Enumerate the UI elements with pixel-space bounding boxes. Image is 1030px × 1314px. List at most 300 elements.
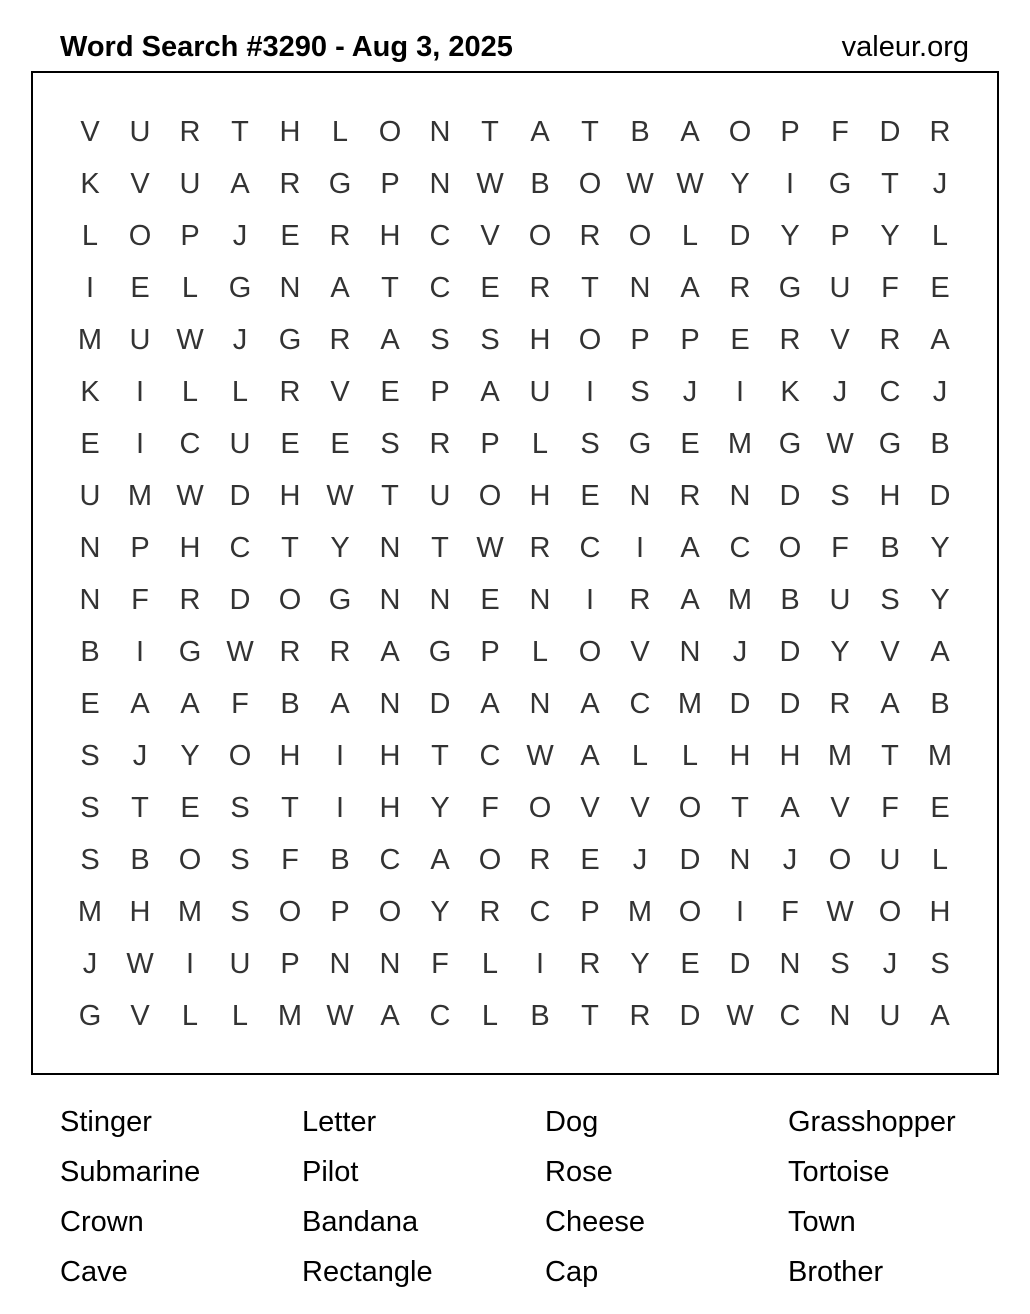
grid-cell[interactable]: H: [379, 739, 401, 772]
grid-cell[interactable]: S: [80, 843, 100, 876]
grid-cell[interactable]: R: [529, 271, 551, 304]
grid-cell[interactable]: T: [581, 115, 599, 148]
grid-cell[interactable]: W: [326, 479, 354, 512]
grid-cell[interactable]: F: [831, 115, 849, 148]
grid-cell[interactable]: T: [131, 791, 149, 824]
grid-cell[interactable]: S: [480, 323, 500, 356]
grid-cell[interactable]: C: [479, 739, 501, 772]
grid-cell[interactable]: I: [635, 531, 645, 564]
grid-cell[interactable]: N: [379, 583, 401, 616]
grid-cell[interactable]: R: [929, 115, 951, 148]
grid-cell[interactable]: A: [930, 999, 950, 1032]
grid-cell[interactable]: P: [330, 895, 350, 928]
grid-cell[interactable]: S: [230, 895, 250, 928]
grid-cell[interactable]: W: [676, 167, 704, 200]
grid-cell[interactable]: O: [178, 843, 202, 876]
grid-cell[interactable]: B: [780, 583, 800, 616]
grid-cell[interactable]: N: [629, 271, 651, 304]
grid-cell[interactable]: O: [578, 167, 602, 200]
grid-cell[interactable]: M: [727, 427, 753, 460]
grid-cell[interactable]: H: [379, 791, 401, 824]
grid-cell[interactable]: S: [230, 791, 250, 824]
grid-cell[interactable]: N: [429, 583, 451, 616]
grid-cell[interactable]: A: [430, 843, 450, 876]
grid-cell[interactable]: E: [480, 271, 500, 304]
grid-cell[interactable]: T: [431, 739, 449, 772]
grid-cell[interactable]: O: [578, 635, 602, 668]
grid-cell[interactable]: E: [480, 583, 500, 616]
grid-cell[interactable]: B: [130, 843, 150, 876]
grid-cell[interactable]: F: [231, 687, 249, 720]
grid-cell[interactable]: R: [779, 323, 801, 356]
grid-cell[interactable]: A: [480, 375, 500, 408]
grid-cell[interactable]: P: [830, 219, 850, 252]
grid-cell[interactable]: C: [579, 531, 601, 564]
grid-cell[interactable]: B: [930, 427, 950, 460]
grid-cell[interactable]: O: [528, 791, 552, 824]
grid-cell[interactable]: M: [827, 739, 853, 772]
grid-cell[interactable]: D: [779, 479, 801, 512]
grid-cell[interactable]: C: [429, 271, 451, 304]
grid-cell[interactable]: R: [679, 479, 701, 512]
grid-cell[interactable]: R: [279, 635, 301, 668]
grid-cell[interactable]: N: [629, 479, 651, 512]
grid-cell[interactable]: F: [831, 531, 849, 564]
grid-cell[interactable]: T: [381, 271, 399, 304]
grid-cell[interactable]: G: [328, 167, 352, 200]
grid-cell[interactable]: P: [630, 323, 650, 356]
grid-cell[interactable]: O: [628, 219, 652, 252]
grid-cell[interactable]: T: [581, 271, 599, 304]
grid-cell[interactable]: G: [428, 635, 452, 668]
grid-cell[interactable]: L: [481, 947, 499, 980]
grid-cell[interactable]: G: [878, 427, 902, 460]
grid-cell[interactable]: U: [829, 583, 851, 616]
grid-cell[interactable]: O: [828, 843, 852, 876]
grid-cell[interactable]: F: [281, 843, 299, 876]
grid-cell[interactable]: C: [179, 427, 201, 460]
grid-cell[interactable]: G: [778, 427, 802, 460]
grid-cell[interactable]: V: [630, 635, 650, 668]
grid-cell[interactable]: M: [927, 739, 953, 772]
grid-cell[interactable]: A: [230, 167, 250, 200]
grid-cell[interactable]: R: [279, 375, 301, 408]
grid-cell[interactable]: D: [229, 479, 251, 512]
grid-cell[interactable]: J: [882, 947, 898, 980]
grid-cell[interactable]: A: [380, 999, 400, 1032]
grid-cell[interactable]: B: [880, 531, 900, 564]
grid-cell[interactable]: I: [585, 583, 595, 616]
grid-cell[interactable]: U: [129, 115, 151, 148]
grid-cell[interactable]: L: [481, 999, 499, 1032]
grid-cell[interactable]: W: [226, 635, 254, 668]
grid-cell[interactable]: P: [480, 635, 500, 668]
grid-cell[interactable]: H: [529, 479, 551, 512]
grid-cell[interactable]: W: [826, 895, 854, 928]
grid-cell[interactable]: M: [727, 583, 753, 616]
grid-cell[interactable]: E: [730, 323, 750, 356]
grid-cell[interactable]: L: [531, 635, 549, 668]
grid-cell[interactable]: J: [232, 219, 248, 252]
grid-cell[interactable]: R: [329, 219, 351, 252]
grid-cell[interactable]: P: [380, 167, 400, 200]
grid-cell[interactable]: E: [80, 687, 100, 720]
grid-cell[interactable]: W: [476, 531, 504, 564]
grid-cell[interactable]: A: [380, 323, 400, 356]
grid-cell[interactable]: N: [79, 583, 101, 616]
grid-cell[interactable]: M: [77, 323, 103, 356]
grid-cell[interactable]: O: [578, 323, 602, 356]
grid-cell[interactable]: M: [77, 895, 103, 928]
grid-cell[interactable]: T: [881, 167, 899, 200]
grid-cell[interactable]: C: [429, 219, 451, 252]
grid-cell[interactable]: A: [330, 687, 350, 720]
grid-cell[interactable]: M: [277, 999, 303, 1032]
grid-cell[interactable]: R: [579, 219, 601, 252]
grid-cell[interactable]: P: [180, 219, 200, 252]
grid-cell[interactable]: A: [680, 271, 700, 304]
grid-cell[interactable]: Y: [630, 947, 650, 980]
grid-cell[interactable]: R: [279, 167, 301, 200]
grid-cell[interactable]: U: [229, 427, 251, 460]
grid-cell[interactable]: C: [629, 687, 651, 720]
grid-cell[interactable]: W: [126, 947, 154, 980]
grid-cell[interactable]: F: [781, 895, 799, 928]
grid-cell[interactable]: G: [328, 583, 352, 616]
grid-cell[interactable]: I: [135, 635, 145, 668]
grid-cell[interactable]: L: [81, 219, 99, 252]
grid-cell[interactable]: F: [481, 791, 499, 824]
grid-cell[interactable]: C: [379, 843, 401, 876]
grid-cell[interactable]: Y: [830, 635, 850, 668]
grid-cell[interactable]: B: [530, 999, 550, 1032]
grid-cell[interactable]: V: [330, 375, 350, 408]
grid-cell[interactable]: J: [732, 635, 748, 668]
grid-cell[interactable]: V: [830, 791, 850, 824]
grid-cell[interactable]: S: [230, 843, 250, 876]
grid-cell[interactable]: O: [678, 791, 702, 824]
grid-cell[interactable]: P: [780, 115, 800, 148]
grid-cell[interactable]: E: [130, 271, 150, 304]
grid-cell[interactable]: J: [232, 323, 248, 356]
grid-cell[interactable]: C: [429, 999, 451, 1032]
grid-cell[interactable]: U: [179, 167, 201, 200]
grid-cell[interactable]: I: [735, 375, 745, 408]
grid-cell[interactable]: I: [185, 947, 195, 980]
grid-cell[interactable]: H: [879, 479, 901, 512]
grid-cell[interactable]: O: [278, 583, 302, 616]
grid-cell[interactable]: N: [379, 531, 401, 564]
grid-cell[interactable]: I: [335, 739, 345, 772]
grid-cell[interactable]: T: [431, 531, 449, 564]
grid-cell[interactable]: N: [79, 531, 101, 564]
grid-cell[interactable]: F: [881, 791, 899, 824]
grid-cell[interactable]: J: [82, 947, 98, 980]
grid-cell[interactable]: W: [176, 323, 204, 356]
grid-cell[interactable]: E: [580, 843, 600, 876]
grid-cell[interactable]: F: [131, 583, 149, 616]
grid-cell[interactable]: D: [729, 219, 751, 252]
grid-cell[interactable]: S: [630, 375, 650, 408]
grid-cell[interactable]: W: [826, 427, 854, 460]
grid-cell[interactable]: S: [430, 323, 450, 356]
grid-cell[interactable]: A: [580, 739, 600, 772]
grid-cell[interactable]: T: [381, 479, 399, 512]
grid-cell[interactable]: U: [879, 843, 901, 876]
grid-cell[interactable]: U: [129, 323, 151, 356]
grid-cell[interactable]: R: [729, 271, 751, 304]
grid-cell[interactable]: Y: [930, 583, 950, 616]
grid-cell[interactable]: L: [331, 115, 349, 148]
grid-cell[interactable]: U: [229, 947, 251, 980]
grid-cell[interactable]: J: [632, 843, 648, 876]
grid-cell[interactable]: N: [529, 583, 551, 616]
grid-cell[interactable]: B: [630, 115, 650, 148]
grid-cell[interactable]: L: [681, 739, 699, 772]
grid-cell[interactable]: R: [629, 999, 651, 1032]
grid-cell[interactable]: Y: [430, 895, 450, 928]
grid-cell[interactable]: T: [281, 531, 299, 564]
grid-cell[interactable]: R: [629, 583, 651, 616]
grid-cell[interactable]: R: [429, 427, 451, 460]
grid-cell[interactable]: H: [279, 115, 301, 148]
grid-cell[interactable]: S: [930, 947, 950, 980]
grid-cell[interactable]: O: [378, 115, 402, 148]
grid-cell[interactable]: H: [129, 895, 151, 928]
grid-cell[interactable]: A: [130, 687, 150, 720]
grid-cell[interactable]: E: [930, 791, 950, 824]
grid-cell[interactable]: B: [280, 687, 300, 720]
grid-cell[interactable]: I: [585, 375, 595, 408]
grid-cell[interactable]: Y: [430, 791, 450, 824]
grid-cell[interactable]: S: [830, 947, 850, 980]
grid-cell[interactable]: A: [380, 635, 400, 668]
grid-cell[interactable]: C: [229, 531, 251, 564]
grid-cell[interactable]: P: [580, 895, 600, 928]
grid-cell[interactable]: B: [330, 843, 350, 876]
grid-cell[interactable]: O: [678, 895, 702, 928]
grid-cell[interactable]: T: [281, 791, 299, 824]
grid-cell[interactable]: P: [430, 375, 450, 408]
grid-cell[interactable]: S: [80, 739, 100, 772]
grid-cell[interactable]: I: [735, 895, 745, 928]
grid-cell[interactable]: O: [728, 115, 752, 148]
grid-cell[interactable]: D: [729, 947, 751, 980]
grid-cell[interactable]: R: [179, 115, 201, 148]
grid-cell[interactable]: M: [127, 479, 153, 512]
grid-cell[interactable]: E: [280, 219, 300, 252]
grid-cell[interactable]: L: [231, 999, 249, 1032]
grid-cell[interactable]: J: [132, 739, 148, 772]
grid-cell[interactable]: G: [628, 427, 652, 460]
grid-cell[interactable]: D: [229, 583, 251, 616]
grid-cell[interactable]: A: [480, 687, 500, 720]
grid-cell[interactable]: A: [180, 687, 200, 720]
grid-cell[interactable]: F: [881, 271, 899, 304]
grid-cell[interactable]: L: [681, 219, 699, 252]
grid-cell[interactable]: W: [626, 167, 654, 200]
grid-cell[interactable]: E: [380, 375, 400, 408]
grid-cell[interactable]: N: [679, 635, 701, 668]
grid-cell[interactable]: Y: [180, 739, 200, 772]
grid-cell[interactable]: E: [280, 427, 300, 460]
grid-cell[interactable]: P: [280, 947, 300, 980]
grid-cell[interactable]: N: [529, 687, 551, 720]
grid-cell[interactable]: W: [726, 999, 754, 1032]
grid-cell[interactable]: N: [429, 115, 451, 148]
grid-cell[interactable]: N: [829, 999, 851, 1032]
grid-cell[interactable]: I: [135, 427, 145, 460]
grid-cell[interactable]: A: [880, 687, 900, 720]
grid-cell[interactable]: V: [630, 791, 650, 824]
grid-cell[interactable]: E: [80, 427, 100, 460]
grid-cell[interactable]: H: [279, 479, 301, 512]
grid-cell[interactable]: O: [228, 739, 252, 772]
grid-cell[interactable]: U: [79, 479, 101, 512]
grid-cell[interactable]: G: [828, 167, 852, 200]
grid-cell[interactable]: O: [778, 531, 802, 564]
grid-cell[interactable]: W: [326, 999, 354, 1032]
grid-cell[interactable]: S: [880, 583, 900, 616]
grid-cell[interactable]: W: [476, 167, 504, 200]
grid-cell[interactable]: Y: [780, 219, 800, 252]
grid-cell[interactable]: D: [679, 843, 701, 876]
grid-cell[interactable]: E: [180, 791, 200, 824]
grid-cell[interactable]: J: [682, 375, 698, 408]
grid-cell[interactable]: S: [830, 479, 850, 512]
grid-cell[interactable]: O: [528, 219, 552, 252]
grid-cell[interactable]: N: [279, 271, 301, 304]
grid-cell[interactable]: S: [580, 427, 600, 460]
grid-cell[interactable]: C: [729, 531, 751, 564]
grid-cell[interactable]: A: [780, 791, 800, 824]
grid-cell[interactable]: V: [830, 323, 850, 356]
grid-cell[interactable]: G: [278, 323, 302, 356]
grid-cell[interactable]: J: [832, 375, 848, 408]
grid-cell[interactable]: O: [278, 895, 302, 928]
grid-cell[interactable]: V: [580, 791, 600, 824]
grid-cell[interactable]: N: [729, 479, 751, 512]
grid-cell[interactable]: T: [481, 115, 499, 148]
grid-cell[interactable]: W: [176, 479, 204, 512]
grid-cell[interactable]: N: [729, 843, 751, 876]
grid-cell[interactable]: L: [181, 271, 199, 304]
grid-cell[interactable]: V: [80, 115, 100, 148]
grid-cell[interactable]: M: [177, 895, 203, 928]
grid-cell[interactable]: J: [782, 843, 798, 876]
grid-cell[interactable]: D: [429, 687, 451, 720]
grid-cell[interactable]: P: [130, 531, 150, 564]
grid-cell[interactable]: I: [785, 167, 795, 200]
grid-cell[interactable]: R: [829, 687, 851, 720]
grid-cell[interactable]: H: [779, 739, 801, 772]
grid-cell[interactable]: Y: [330, 531, 350, 564]
grid-cell[interactable]: U: [879, 999, 901, 1032]
grid-cell[interactable]: P: [680, 323, 700, 356]
grid-cell[interactable]: N: [429, 167, 451, 200]
grid-cell[interactable]: N: [329, 947, 351, 980]
grid-cell[interactable]: R: [579, 947, 601, 980]
grid-cell[interactable]: I: [85, 271, 95, 304]
grid-cell[interactable]: D: [679, 999, 701, 1032]
grid-cell[interactable]: E: [330, 427, 350, 460]
grid-cell[interactable]: G: [178, 635, 202, 668]
grid-cell[interactable]: L: [181, 375, 199, 408]
grid-cell[interactable]: E: [680, 427, 700, 460]
grid-cell[interactable]: R: [329, 635, 351, 668]
grid-cell[interactable]: I: [335, 791, 345, 824]
grid-cell[interactable]: B: [530, 167, 550, 200]
grid-cell[interactable]: H: [379, 219, 401, 252]
grid-cell[interactable]: T: [581, 999, 599, 1032]
grid-cell[interactable]: E: [930, 271, 950, 304]
grid-cell[interactable]: O: [378, 895, 402, 928]
grid-cell[interactable]: L: [931, 843, 949, 876]
grid-cell[interactable]: A: [580, 687, 600, 720]
grid-cell[interactable]: N: [379, 947, 401, 980]
grid-cell[interactable]: I: [535, 947, 545, 980]
grid-cell[interactable]: L: [931, 219, 949, 252]
grid-cell[interactable]: T: [731, 791, 749, 824]
grid-cell[interactable]: J: [932, 167, 948, 200]
grid-cell[interactable]: H: [529, 323, 551, 356]
grid-cell[interactable]: L: [231, 375, 249, 408]
grid-cell[interactable]: A: [680, 583, 700, 616]
grid-cell[interactable]: N: [379, 687, 401, 720]
grid-cell[interactable]: R: [879, 323, 901, 356]
grid-cell[interactable]: R: [529, 843, 551, 876]
grid-cell[interactable]: W: [526, 739, 554, 772]
grid-cell[interactable]: A: [930, 635, 950, 668]
grid-cell[interactable]: F: [431, 947, 449, 980]
grid-cell[interactable]: A: [680, 115, 700, 148]
grid-cell[interactable]: K: [780, 375, 800, 408]
grid-cell[interactable]: O: [878, 895, 902, 928]
grid-cell[interactable]: R: [329, 323, 351, 356]
grid-cell[interactable]: T: [881, 739, 899, 772]
grid-cell[interactable]: A: [530, 115, 550, 148]
grid-cell[interactable]: O: [478, 843, 502, 876]
grid-cell[interactable]: U: [429, 479, 451, 512]
grid-cell[interactable]: Y: [880, 219, 900, 252]
grid-cell[interactable]: H: [729, 739, 751, 772]
grid-cell[interactable]: B: [930, 687, 950, 720]
grid-cell[interactable]: H: [179, 531, 201, 564]
grid-cell[interactable]: A: [680, 531, 700, 564]
grid-cell[interactable]: S: [380, 427, 400, 460]
grid-cell[interactable]: V: [880, 635, 900, 668]
grid-cell[interactable]: U: [529, 375, 551, 408]
grid-cell[interactable]: D: [879, 115, 901, 148]
grid-cell[interactable]: K: [80, 167, 100, 200]
grid-cell[interactable]: C: [529, 895, 551, 928]
grid-cell[interactable]: H: [929, 895, 951, 928]
grid-cell[interactable]: O: [128, 219, 152, 252]
grid-cell[interactable]: V: [480, 219, 500, 252]
grid-cell[interactable]: U: [829, 271, 851, 304]
grid-cell[interactable]: B: [80, 635, 100, 668]
grid-cell[interactable]: H: [279, 739, 301, 772]
grid-cell[interactable]: M: [677, 687, 703, 720]
grid-cell[interactable]: C: [879, 375, 901, 408]
grid-cell[interactable]: R: [179, 583, 201, 616]
grid-cell[interactable]: G: [228, 271, 252, 304]
grid-cell[interactable]: A: [330, 271, 350, 304]
grid-cell[interactable]: D: [779, 635, 801, 668]
grid-cell[interactable]: E: [680, 947, 700, 980]
grid-cell[interactable]: I: [135, 375, 145, 408]
grid-cell[interactable]: K: [80, 375, 100, 408]
